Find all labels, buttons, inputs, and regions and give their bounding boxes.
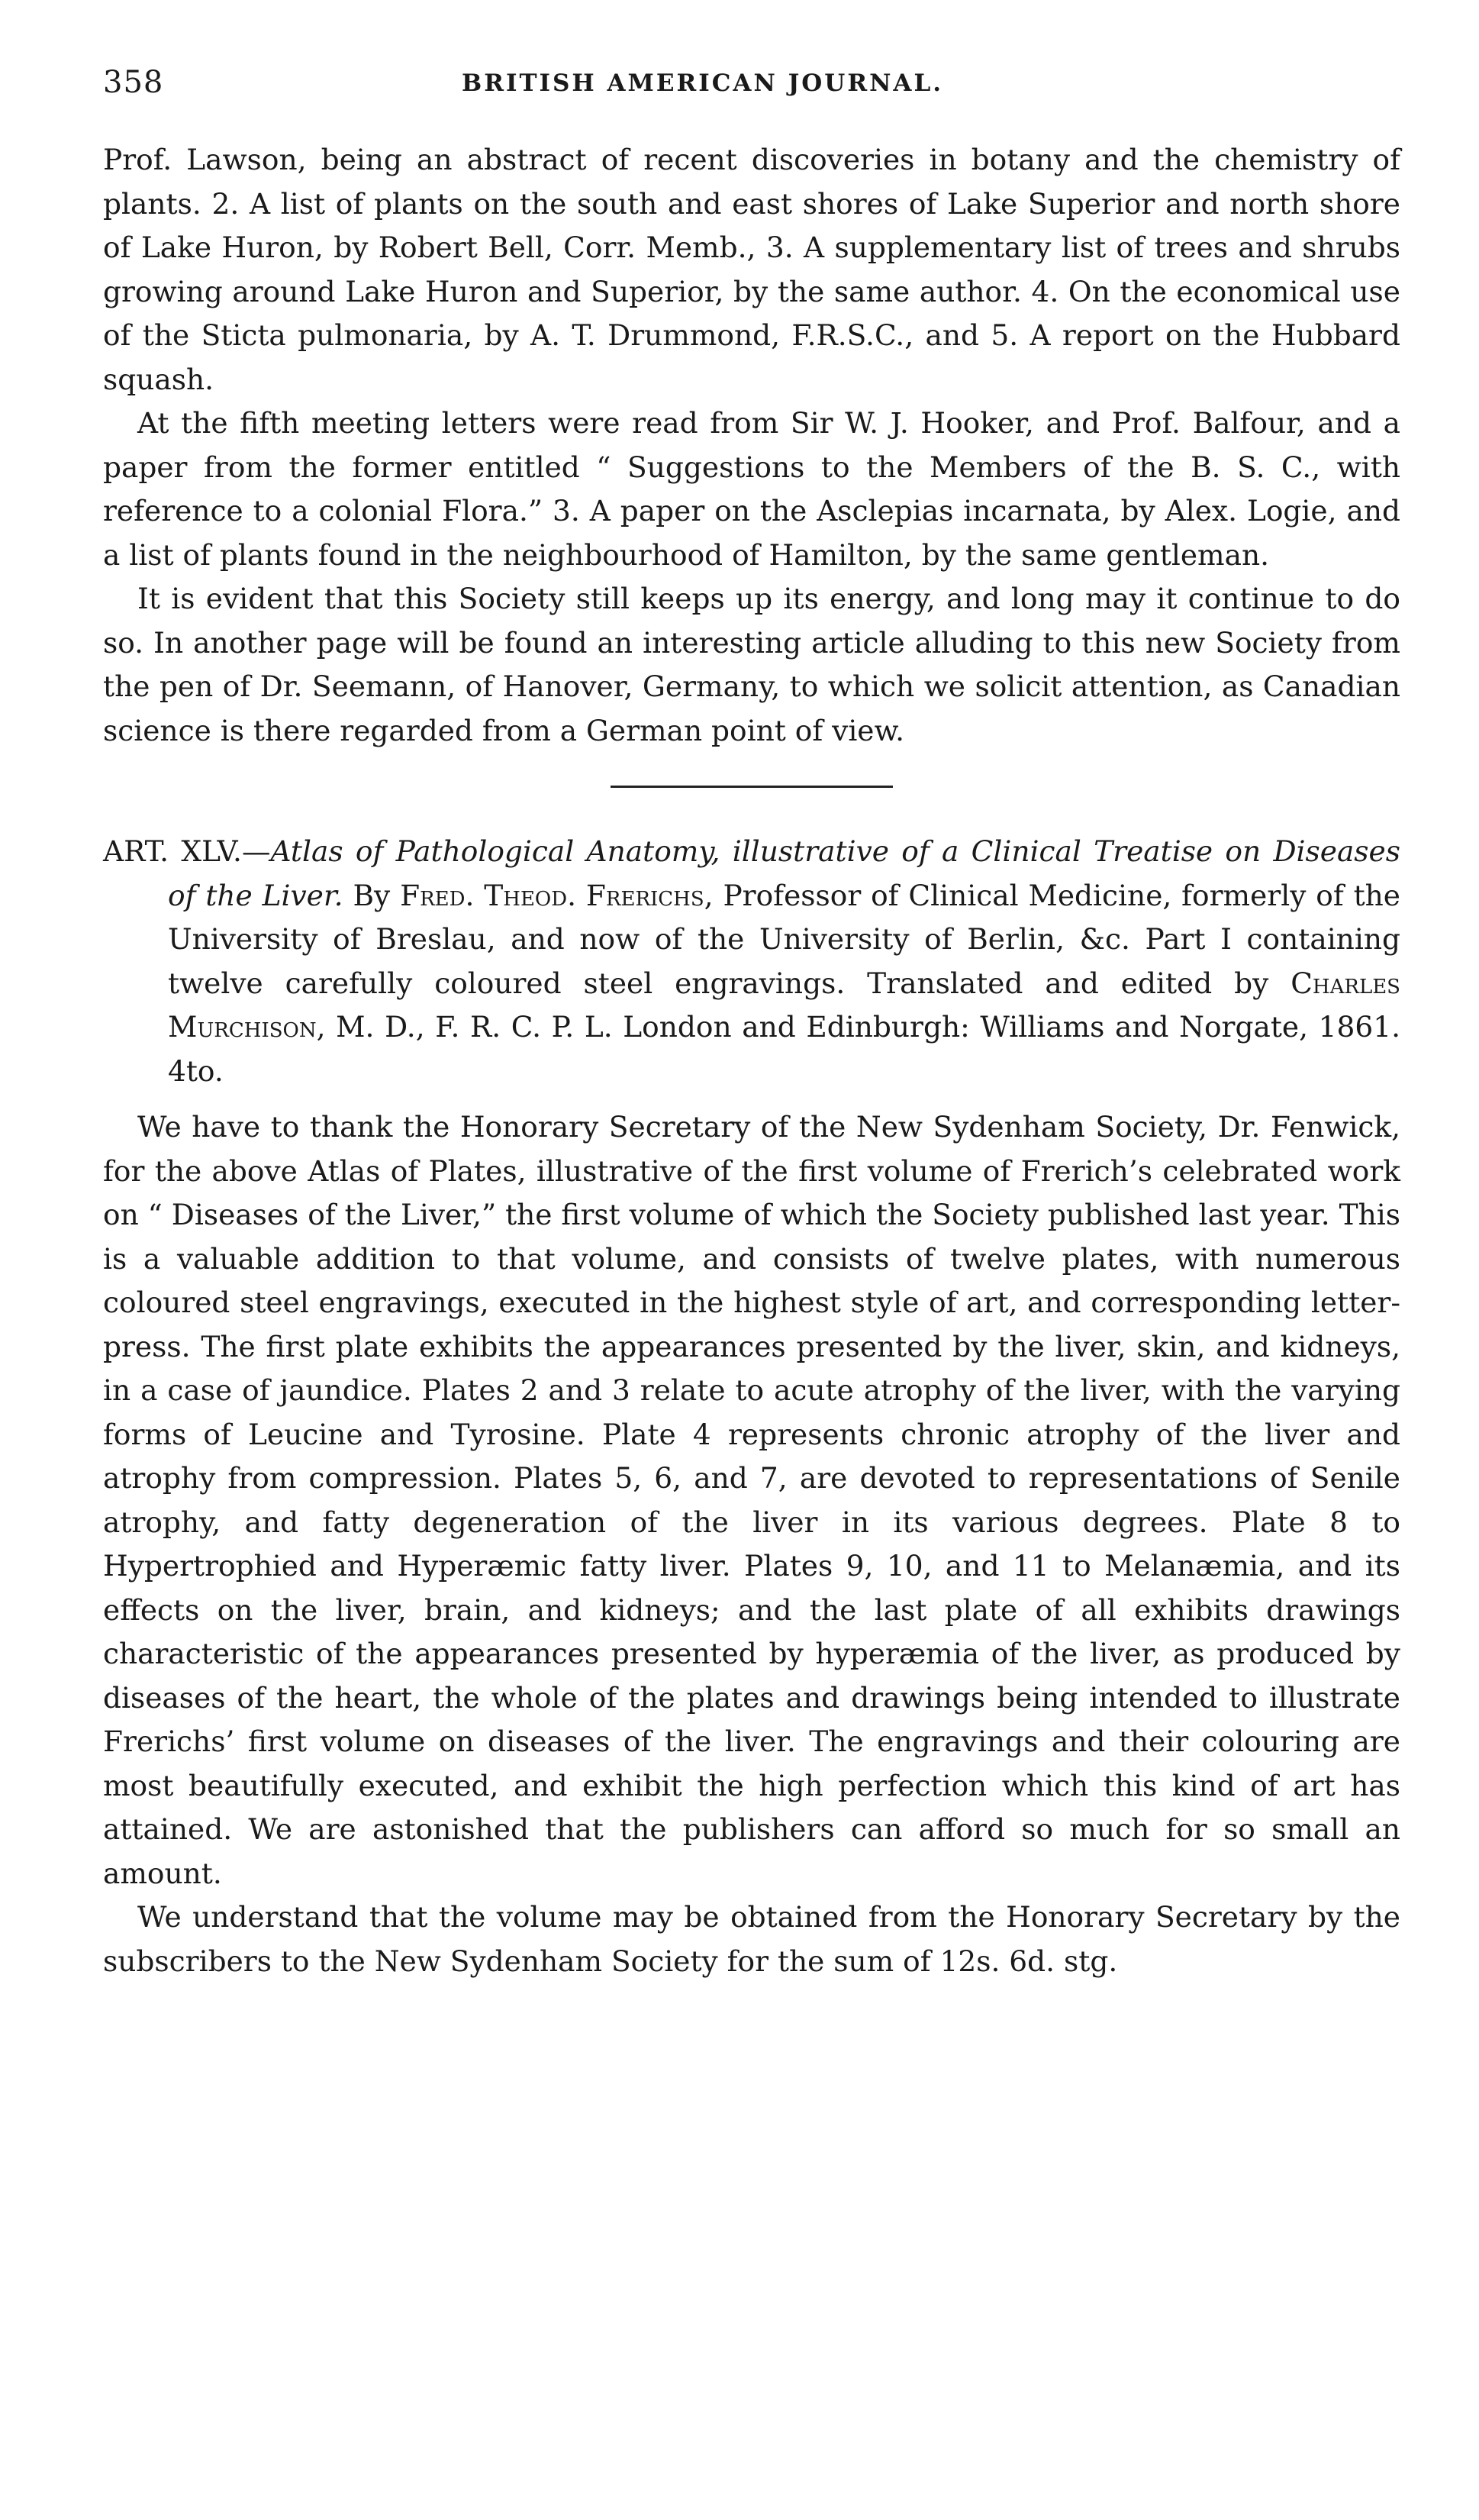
article-by: By: [343, 878, 401, 912]
review-paragraph: We have to thank the Honorary Secretary of the New Sydenham Society, Dr. Fenwick, for the above Atlas of Plates, illustrative of the first volume of Frerich’s celebrated work on “ Diseases of the Liver,” the first volume of which the Society published last year. This is a valuable addition to that volume, and consists of twelve plates, with numerous coloured steel engravings, executed in the highest style of art, and corresponding letter-press. The first plate exhibits the appearances presented by the liver, skin, and kidneys, in a case of jaundice. Plates 2 and 3 relate to acute atrophy of the liver, with the varying forms of Leucine and Tyrosine. Plate 4 represents chronic atrophy of the liver and atrophy from compression. Plates 5, 6, and 7, are devoted to representations of Senile atrophy, and fatty degeneration of the liver in its various degrees. Plate 8 to Hypertrophied and Hyperæmic fatty liver. Plates 9, 10, and 11 to Melanæmia, and its effects on the liver, brain, and kidneys; and the last plate of all exhibits drawings characteristic of the appearances presented by hyperæmia of the liver, as produced by diseases of the heart, the whole of the plates and drawings being intended to illustrate Frerichs’ first volume on diseases of the liver. The engravings and their colouring are most beautifully executed, and exhibit the high perfection which this kind of art has attained. We are astonished that the publishers can afford so much for so small an amount.: [103, 1110, 1400, 1890]
article-editor: Charles Murchison: [168, 966, 1400, 1044]
journal-title: BRITISH AMERICAN JOURNAL.: [462, 69, 944, 97]
running-head: [103, 65, 1400, 111]
article-title: Atlas of Pathological Anatomy, illustrative of a Clinical Treatise on Diseases of the Liver.: [168, 834, 1400, 912]
article-author-description: , Professor of Clinical Medicine, formerly of the University of Breslau, and now of the University of Berlin, &c. Part I containing twelve carefully coloured steel engravings. Translated and edited by: [168, 878, 1400, 1000]
review-closing-paragraph: We understand that the volume may be obtained from the Honorary Secretary by the subscribers to the New Sydenham Society for the sum of 12s. 6d. stg.: [103, 1900, 1400, 1978]
fifth-meeting-paragraph: At the fifth meeting letters were read from Sir W. J. Hooker, and Prof. Balfour, and a paper from the former entitled “ Suggestions to the Members of the B. S. C., with reference to a colonial Flora.” 3. A paper on the Asclepias incarnata, by Alex. Logie, and a list of plants found in the neighbourhood of Hamilton, by the same gentleman.: [103, 406, 1400, 572]
article-imprint: , M. D., F. R. C. P. L. London and Edinburgh: Williams and Norgate, 1861. 4to.: [168, 1010, 1400, 1088]
section-divider: [611, 786, 893, 788]
article-author: Fred. Theod. Frerichs: [400, 878, 704, 912]
article-header: [103, 830, 1400, 1093]
continued-paragraph: Prof. Lawson, being an abstract of recent discoveries in botany and the chemistry of plants. 2. A list of plants on the south and east shores of Lake Superior and north shore of Lake Huron, by Robert Bell, Corr. Memb., 3. A supplementary list of trees and shrubs growing around Lake Huron and Superior, by the same author. 4. On the economical use of the Sticta pulmonaria, by A. T. Drummond, F.R.S.C., and 5. A report on the Hubbard squash.: [103, 143, 1400, 396]
article-number: ART. XLV.—: [103, 834, 271, 868]
journal-page: [103, 65, 1400, 1983]
page-number: 358: [103, 65, 164, 100]
society-energy-paragraph: It is evident that this Society still keeps up its energy, and long may it continue to do so. In another page will be found an interesting article alluding to this new Society from the pen of Dr. Seemann, of Hanover, Germany, to which we solicit attention, as Canadian science is there regarded from a German point of view.: [103, 582, 1400, 747]
